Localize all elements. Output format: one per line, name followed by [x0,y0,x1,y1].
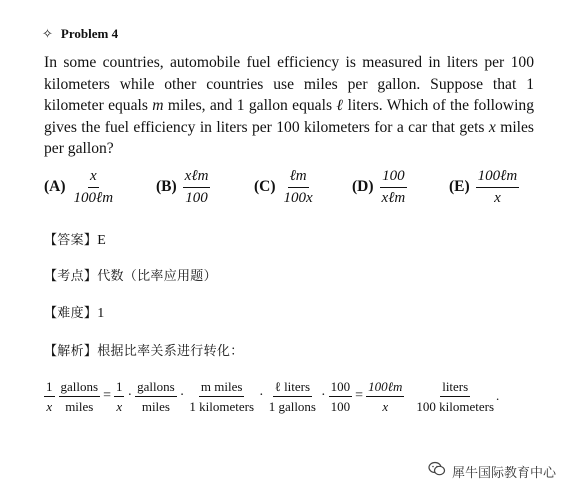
denominator: 1 kilometers [189,398,255,414]
equals-sign: = [355,388,364,403]
question-text [44,52,534,160]
problem-title: Problem 4 [60,26,119,41]
solution-equation [44,374,499,418]
diamond-icon: ✧ [42,26,53,41]
topic-label: 【考点】 [44,269,98,284]
denominator: 100x [283,189,313,206]
numerator: gallons [59,379,101,397]
multiply-dot: · [127,388,133,403]
numerator: 100ℓm [366,379,404,397]
choice-label: (C) [254,178,276,195]
period: . [496,388,500,403]
answer-choices [44,165,544,209]
numerator: 1 [114,379,125,397]
denominator: 100 [330,398,351,414]
multiply-dot: · [259,388,264,403]
denominator: x [116,398,123,414]
difficulty-label: 【难度】 [44,306,98,321]
question-part: miles per gallon? [44,118,534,157]
numerator: gallons [135,379,177,397]
choice-e [449,165,519,209]
choice-label: (B) [156,178,177,195]
answer-value: E [97,233,107,248]
multiply-dot: · [321,388,326,403]
numerator: 1 [44,379,55,397]
question-part: liters. Which of the following gives the fuel efficiency in liters per 100 kilometers for a car that gets [44,97,534,136]
watermark [428,461,556,481]
denominator: xℓm [381,189,406,206]
choice-label: (A) [44,178,66,195]
variable-m: m [152,97,164,114]
variable-l: ℓ [336,97,344,114]
numerator: xℓm [183,168,211,188]
denominator: 100 kilometers [416,398,495,414]
difficulty-value: 1 [97,306,105,321]
analysis-text: 根据比率关系进行转化： [97,344,244,359]
numerator: x [88,168,99,188]
choice-c [254,165,315,209]
fraction [114,379,125,414]
fraction [267,379,318,414]
choice-fraction [183,168,211,207]
question-part: In some countries, automobile fuel efficiency is measured in liters per 100 kilometers while other countries use miles per gallon. Suppose that 1 kilometer equals [44,54,534,114]
difficulty-row [44,302,105,322]
numerator: liters [440,379,470,397]
numerator: 100 [380,168,407,188]
answer-row [44,229,106,249]
analysis-label: 【解析】 [44,344,98,359]
choice-label: (D) [352,178,374,195]
equals-sign: = [103,388,111,403]
denominator: 100ℓm [73,189,114,206]
denominator: 1 gallons [268,398,316,414]
wechat-icon [428,461,446,481]
choice-label: (E) [449,178,470,195]
fraction [135,379,177,414]
choice-fraction [476,168,520,207]
multiply-dot: · [179,388,185,403]
choice-a [44,165,115,209]
fraction [366,379,404,414]
denominator: x [494,189,501,206]
choice-fraction [282,168,315,207]
denominator: 100 [185,189,208,206]
problem-heading [42,26,118,42]
numerator: ℓm [288,168,309,188]
question-part: miles, and 1 gallon equals [163,97,337,114]
choice-b [156,165,210,209]
answer-label: 【答案】 [44,233,98,248]
variable-x: x [488,118,496,136]
fraction [414,379,496,414]
numerator: 100ℓm [476,168,520,188]
choice-d [352,165,407,209]
numerator: ℓ liters [273,379,312,397]
watermark-text: 犀牛国际教育中心 [452,465,557,481]
denominator: miles [65,398,94,414]
choice-fraction [72,168,116,207]
fraction [59,379,101,414]
numerator: 100 [329,379,353,397]
fraction [187,379,256,414]
topic-row [44,265,217,284]
denominator: x [382,398,389,414]
choice-fraction [380,168,408,207]
denominator: miles [141,398,170,414]
numerator: m miles [199,379,245,397]
fraction [329,379,353,414]
fraction [44,379,55,414]
analysis-row [44,340,244,359]
topic-value: 代数（比率应用题） [97,269,217,284]
denominator: x [46,398,53,414]
